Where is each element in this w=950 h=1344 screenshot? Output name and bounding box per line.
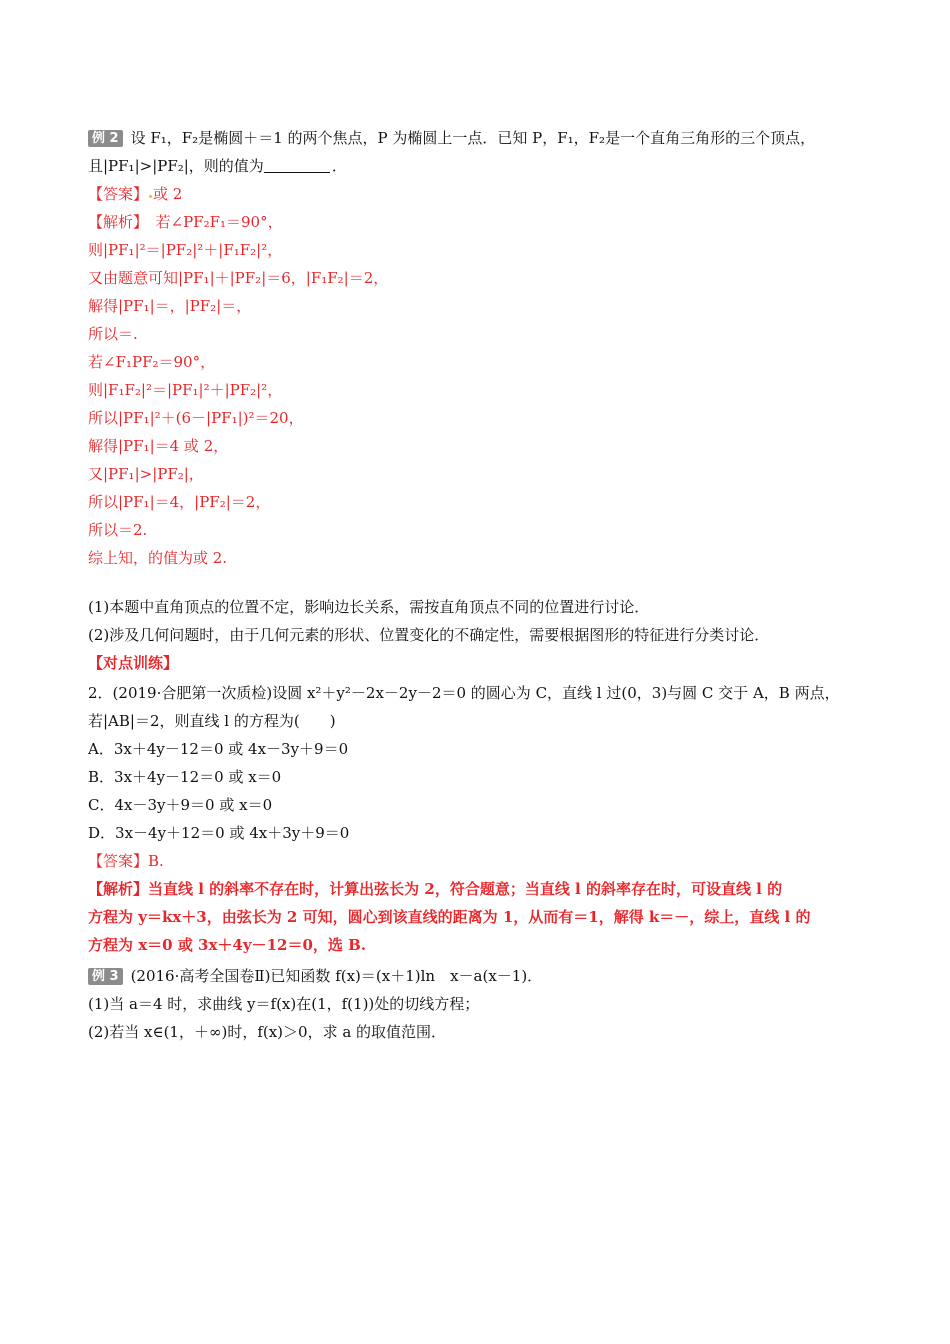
example-3-stem: 例 3 (2016·高考全国卷Ⅱ)已知函数 f(x)＝(x＋1)ln x－a(x－1)． bbox=[88, 965, 542, 987]
analysis-step: 若∠F₁PF₂＝90°， bbox=[88, 353, 216, 371]
question-2-analysis-line-2: 方程为 y＝kx＋3，由弦长为 2 可知，圆心到该直线的距离为 1，从而有＝1，解得 k＝－，综上，直线 l 的 bbox=[88, 908, 811, 926]
answer-blank bbox=[264, 158, 330, 173]
example-2-answer: 【答案】 或 2 bbox=[88, 185, 183, 203]
analysis-step: 则|PF₁|²＝|PF₂|²＋|F₁F₂|²， bbox=[88, 241, 283, 259]
marker-dot bbox=[149, 195, 152, 198]
question-2-stem-line-2: 若|AB|＝2，则直线 l 的方程为( ) bbox=[88, 712, 336, 730]
question-2-analysis-line-1: 【解析】当直线 l 的斜率不存在时，计算出弦长为 2，符合题意；当直线 l 的斜率存在时，可设直线 l 的 bbox=[88, 880, 783, 898]
question-2-analysis-line-3: 方程为 x＝0 或 3x＋4y－12＝0，选 B. bbox=[88, 936, 367, 954]
training-label: 【对点训练】 bbox=[88, 654, 179, 672]
question-2-stem-line-1: 2．(2019·合肥第一次质检)设圆 x²＋y²－2x－2y－2＝0 的圆心为 C，直线 l 过(0，3)与圆 C 交于 A，B 两点， bbox=[88, 684, 840, 702]
example-3-tag: 例 3 bbox=[88, 968, 123, 985]
analysis-step: 所以|PF₁|＝4，|PF₂|＝2， bbox=[88, 493, 271, 511]
example-2-analysis-start: 【解析】 若∠PF₂F₁＝90°， bbox=[88, 213, 283, 231]
example-2-tag: 例 2 bbox=[88, 130, 123, 147]
option-b: B．3x＋4y－12＝0 或 x＝0 bbox=[88, 768, 282, 786]
analysis-step: 综上知，的值为或 2. bbox=[88, 549, 228, 567]
example-2-question-line-1: 例 2 设 F₁，F₂是椭圆＋＝1 的两个焦点，P 为椭圆上一点．已知 P，F₁，F₂是一个直角三角形的三个顶点， bbox=[88, 127, 815, 149]
note-line: (1)本题中直角顶点的位置不定，影响边长关系，需按直角顶点不同的位置进行讨论． bbox=[88, 598, 650, 616]
question-2-answer: 【答案】B. bbox=[88, 852, 164, 870]
analysis-step: 所以＝. bbox=[88, 325, 138, 343]
example-3-part-1: (1)当 a＝4 时，求曲线 y＝f(x)在(1，f(1))处的切线方程； bbox=[88, 995, 480, 1013]
option-d: D．3x－4y＋12＝0 或 4x＋3y＋9＝0 bbox=[88, 824, 350, 842]
example-2-question-line-2: 且|PF₁|>|PF₂|，则的值为 ． bbox=[88, 157, 347, 175]
analysis-step: 又|PF₁|>|PF₂|， bbox=[88, 465, 204, 483]
analysis-step: 所以＝2. bbox=[88, 521, 148, 539]
note-line: (2)涉及几何问题时，由于几何元素的形状、位置变化的不确定性，需要根据图形的特征进行分类讨论． bbox=[88, 626, 770, 644]
analysis-step: 解得|PF₁|＝，|PF₂|＝， bbox=[88, 297, 252, 315]
analysis-step: 则|F₁F₂|²＝|PF₁|²＋|PF₂|²， bbox=[88, 381, 283, 399]
analysis-step: 又由题意可知|PF₁|＋|PF₂|＝6，|F₁F₂|＝2， bbox=[88, 269, 389, 287]
example-3-part-2: (2)若当 x∈(1，＋∞)时，f(x)＞0，求 a 的取值范围． bbox=[88, 1023, 447, 1041]
option-c: C．4x－3y＋9＝0 或 x＝0 bbox=[88, 796, 273, 814]
analysis-step: 所以|PF₁|²＋(6－|PF₁|)²＝20， bbox=[88, 409, 304, 427]
option-a: A．3x＋4y－12＝0 或 4x－3y＋9＝0 bbox=[88, 740, 349, 758]
analysis-step: 解得|PF₁|＝4 或 2， bbox=[88, 437, 229, 455]
